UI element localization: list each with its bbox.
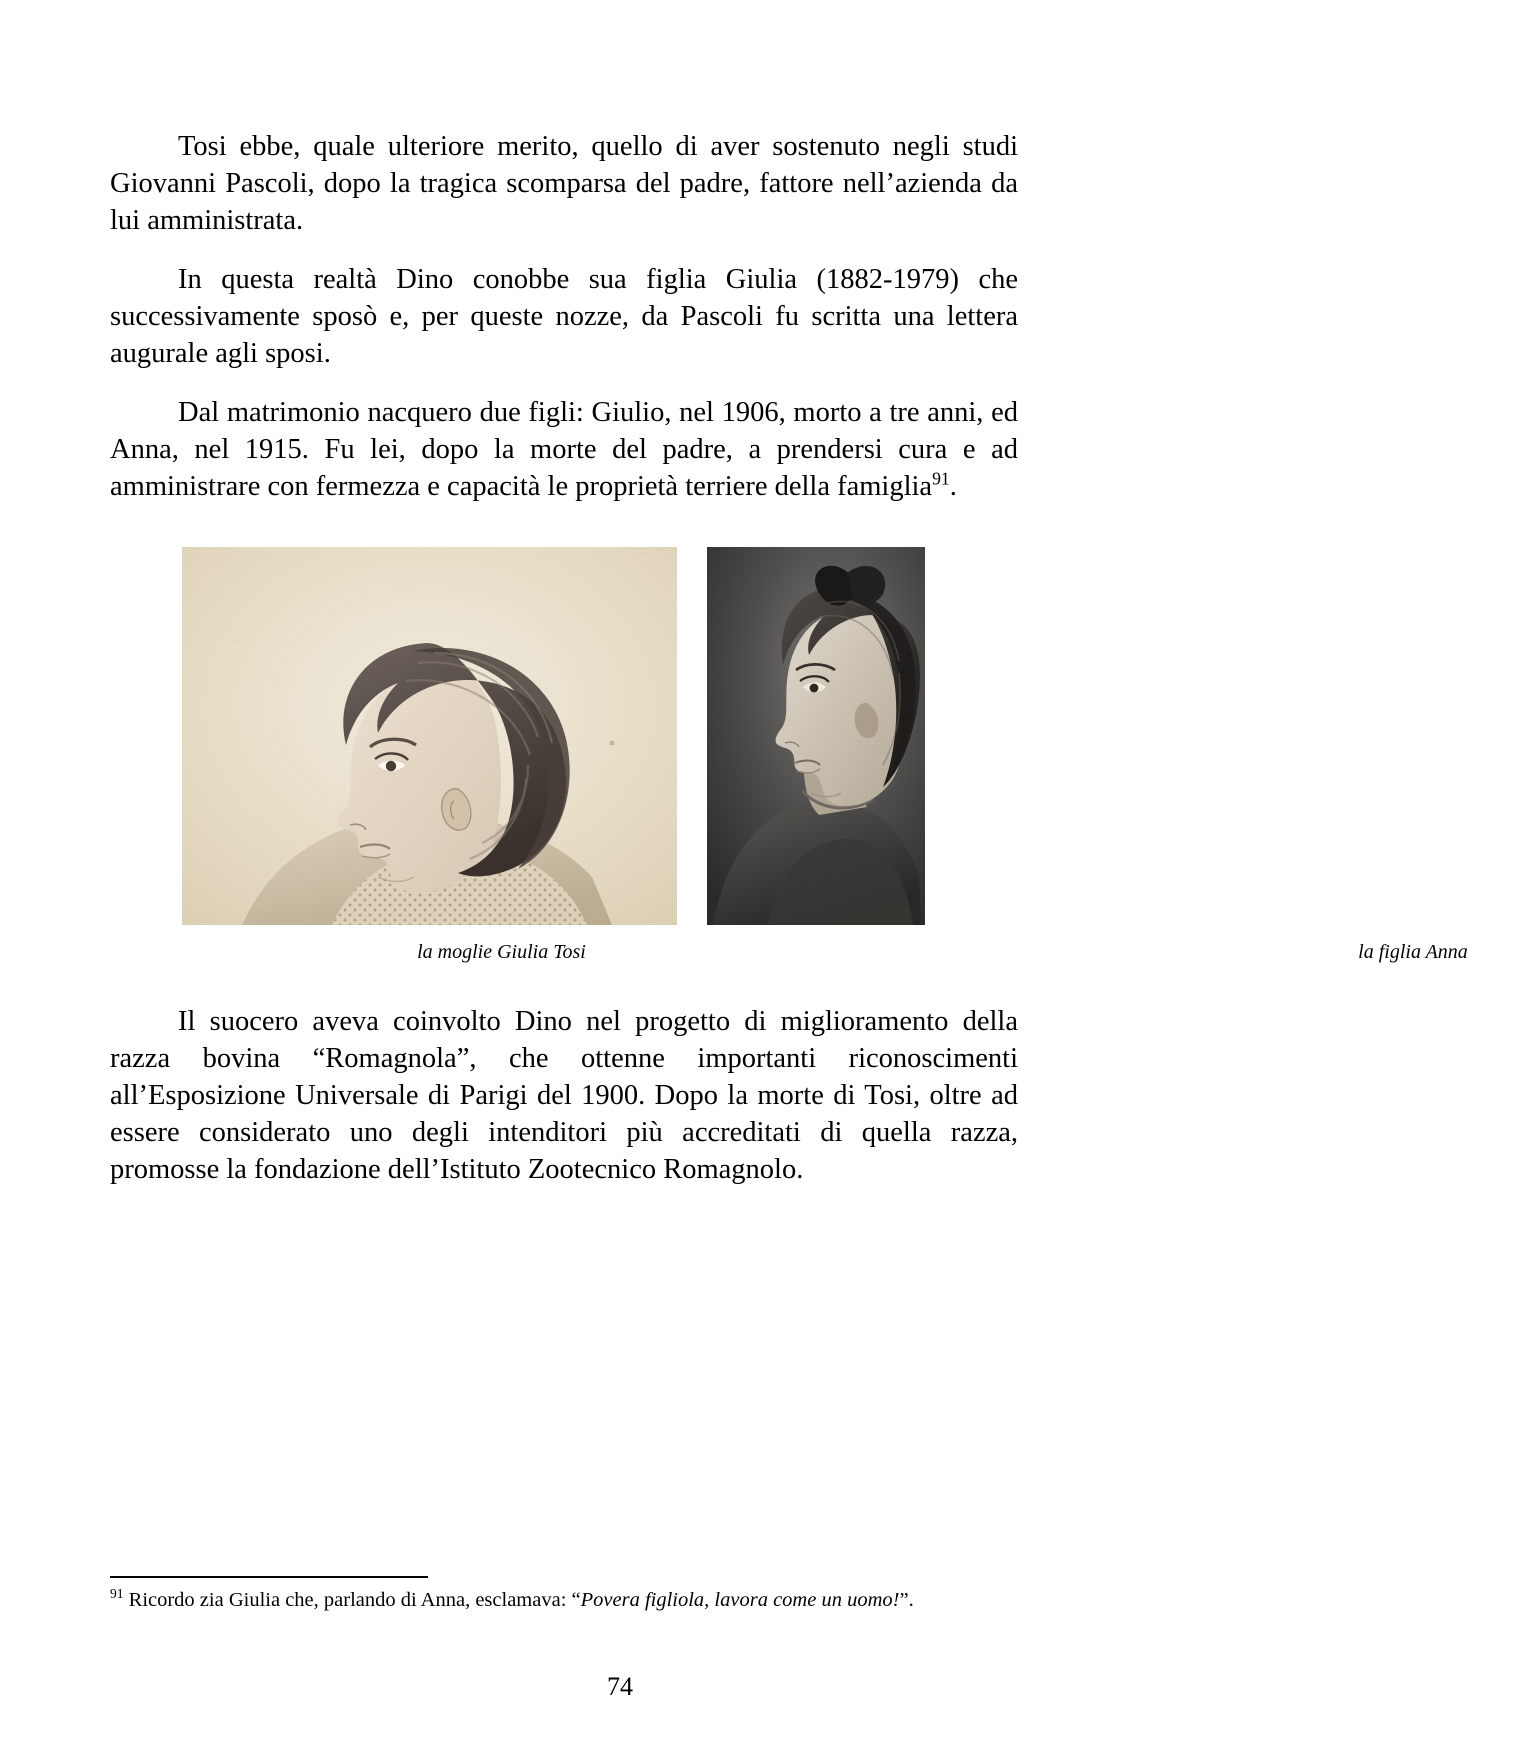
footnote-text-tail: ”. [899, 1589, 914, 1611]
paragraph-3 [110, 394, 1018, 505]
body-text-block-lower [110, 1003, 1018, 1188]
paragraph-3-period: . [949, 471, 957, 502]
figure-giulia-tosi [182, 547, 677, 963]
paragraph-3-text: Dal matrimonio nacquero due figli: Giulio, nel 1906, morto a tre anni, ed Anna, nel 1915. Fu lei, dopo la morte del padre, a prendersi cura e ad amministrare con fermezza e capacità le proprietà terriere della famiglia [110, 397, 1018, 502]
paragraph-1: Tosi ebbe, quale ulteriore merito, quello di aver sostenuto negli studi Giovanni Pascoli, dopo la tragica scomparsa del padre, fattore nell’azienda da lui amministrata. [110, 131, 1018, 236]
figure-anna [707, 547, 1468, 963]
footnote-marker-91: 91 [110, 1586, 124, 1602]
page-number: 74 [607, 1672, 633, 1701]
footnote-reference-91[interactable]: 91 [932, 468, 950, 489]
photograph-giulia-tosi [182, 547, 677, 925]
footnote-separator-rule [110, 1576, 428, 1578]
footnote-text-italic: Povera figliola, lavora come un uomo! [580, 1589, 900, 1611]
footnote-91 [110, 1587, 1018, 1614]
footnote-area [110, 1576, 1018, 1614]
figure-caption-giulia-tosi: la moglie Giulia Tosi [417, 941, 586, 963]
figure-group [110, 547, 1468, 977]
figure-caption-anna: la figlia Anna [1358, 941, 1468, 963]
photograph-anna [707, 547, 925, 925]
paragraph-4: Il suocero aveva coinvolto Dino nel progetto di miglioramento della razza bovina “Romagnola”, che ottenne importanti riconoscimenti all’Esposizione Universale di Parigi del 1900. Dopo la morte di Tosi, oltre ad essere considerato uno degli intenditori più accreditati di quella razza, promosse la fondazione dell’Istituto Zootecnico Romagnolo. [110, 1006, 1018, 1185]
paragraph-2: In questa realtà Dino conobbe sua figlia Giulia (1882-1979) che successivamente sposò e, per queste nozze, da Pascoli fu scritta una lettera augurale agli sposi. [110, 264, 1018, 369]
footnote-text-plain: Ricordo zia Giulia che, parlando di Anna, esclamava: “ [128, 1589, 581, 1611]
body-text-block [110, 128, 1018, 505]
